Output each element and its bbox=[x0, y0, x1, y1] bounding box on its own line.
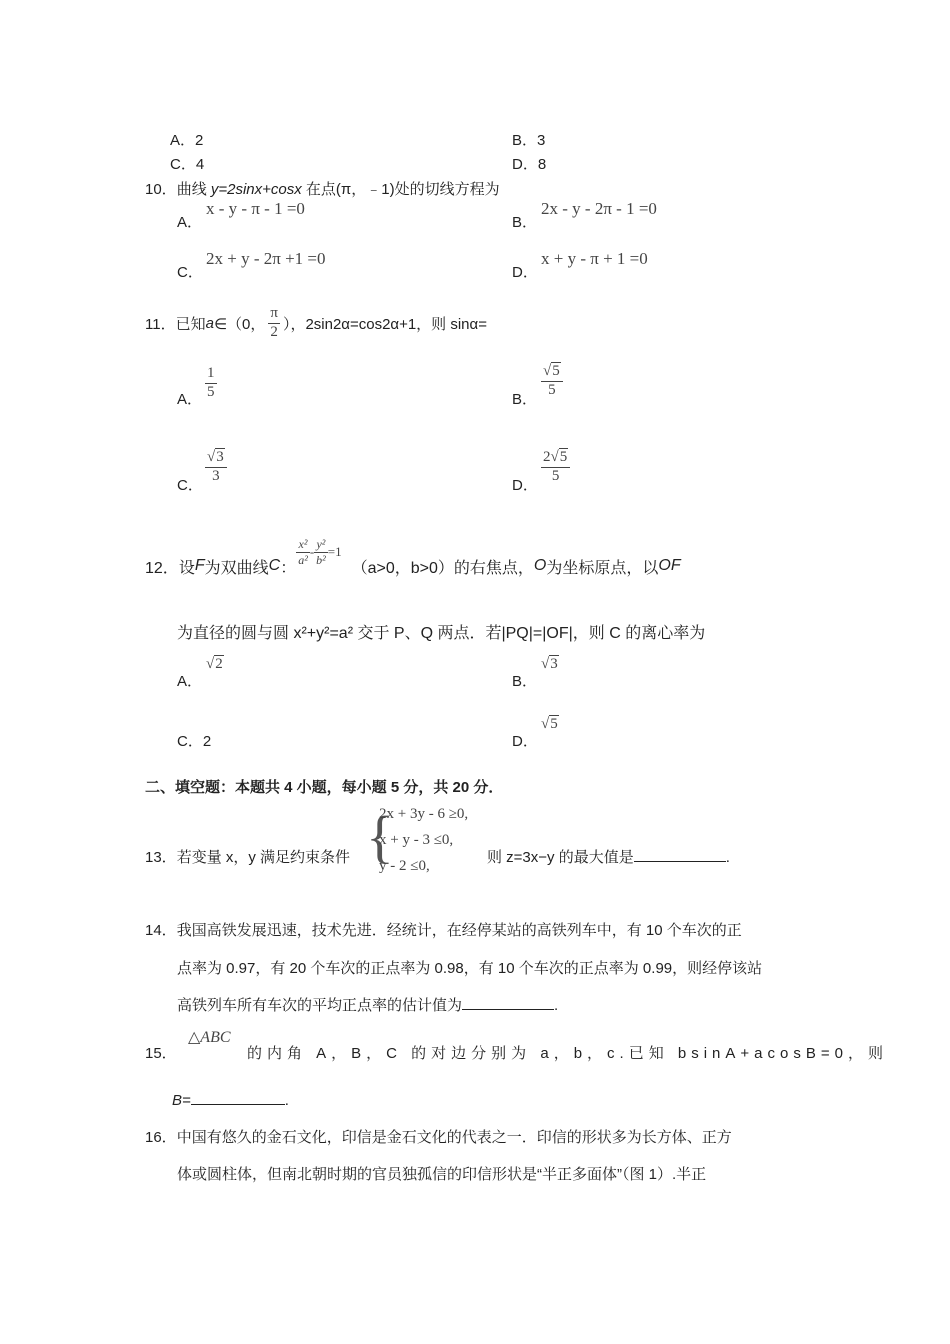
q15-end: . bbox=[284, 1092, 289, 1109]
q11-b-den: 5 bbox=[548, 381, 556, 398]
q11-a-num: 1 bbox=[205, 366, 217, 384]
q9-option-d: D．8 bbox=[512, 156, 547, 173]
q12-t1: 设 bbox=[178, 559, 195, 577]
q10-option-a-label: A． bbox=[177, 214, 203, 231]
q11-c-sqrt: √3 bbox=[207, 449, 224, 465]
q10-option-c-expr: 2x + y - 2π +1 =0 bbox=[206, 249, 326, 268]
q12-y2: y² bbox=[314, 538, 328, 553]
q11-text-post: ），2sin2α=cos2α+1，则 sinα= bbox=[282, 315, 487, 333]
q11-d-frac bbox=[541, 450, 570, 485]
q12-d-rad: 5 bbox=[550, 716, 558, 732]
q12-frac-y bbox=[314, 538, 328, 566]
q12-c: C bbox=[268, 557, 281, 574]
q11-b-rad: 5 bbox=[552, 363, 560, 379]
q12-a-sqrt: √2 bbox=[206, 656, 223, 672]
q12-b2: b² bbox=[316, 552, 326, 567]
q13-constraint-1: 2x + 3y - 6 ≥0, bbox=[379, 806, 469, 822]
q12-t2: 为双曲线 bbox=[204, 559, 269, 577]
q11-option-b-label: B． bbox=[512, 391, 538, 408]
q12-t4: 为坐标原点，以 bbox=[546, 559, 659, 577]
q15-triangle: △ABC bbox=[188, 1029, 231, 1046]
q11-a-den: 5 bbox=[207, 383, 215, 400]
q14-text-3: 高铁列车所有车次的平均正点率的估计值为 bbox=[177, 997, 463, 1014]
q12-option-d-label: D． bbox=[512, 733, 538, 750]
q10-option-d-expr: x + y - π + 1 =0 bbox=[541, 249, 648, 268]
q16-line1 bbox=[145, 1126, 732, 1147]
q11-option-d-expr bbox=[541, 450, 570, 485]
q12-t3: ： bbox=[280, 559, 297, 577]
q11-pi-num: π bbox=[268, 306, 280, 324]
q10-number: 10． bbox=[145, 181, 177, 198]
q16-number: 16． bbox=[145, 1129, 177, 1146]
q12-f: F bbox=[194, 557, 205, 574]
q13-stem-post bbox=[487, 846, 730, 867]
q14-line3 bbox=[177, 994, 558, 1015]
q11-d-sqrt: √5 bbox=[550, 449, 568, 465]
q11-pi-den: 2 bbox=[270, 323, 278, 340]
section-2-title: 二、填空题：本题共 4 小题，每小题 5 分，共 20 分． bbox=[145, 779, 504, 796]
q11-pi-over-2 bbox=[268, 306, 280, 341]
q12-a-rad: 2 bbox=[215, 656, 223, 672]
q12-o: O bbox=[533, 557, 547, 574]
q13-text-post: 则 z=3x−y 的最大值是 bbox=[487, 849, 634, 866]
q12-of: OF bbox=[658, 557, 681, 574]
q12-option-a-label: A． bbox=[177, 673, 203, 690]
q10-option-a-expr: x - y - π - 1 =0 bbox=[206, 199, 305, 218]
q13-answer-blank[interactable] bbox=[634, 847, 726, 862]
q12-option-c: C．2 bbox=[177, 733, 212, 750]
q15-b-eq: B= bbox=[172, 1092, 191, 1109]
q11-text-pre: 已知 bbox=[175, 315, 206, 333]
q11-option-a-expr bbox=[205, 366, 217, 401]
q11-b-frac bbox=[541, 364, 563, 399]
q12-condition: （a>0，b>0）的右焦点， bbox=[351, 559, 534, 577]
q12-b-rad: 3 bbox=[550, 656, 558, 672]
q10-text-post: 在点(π，﹣1)处的切线方程为 bbox=[301, 181, 500, 198]
q16-text-1: 中国有悠久的金石文化，印信是金石文化的代表之一．印信的形状多为长方体、正方 bbox=[176, 1129, 732, 1146]
q10-stem bbox=[145, 178, 500, 199]
q9-option-a: A．2 bbox=[170, 132, 204, 149]
q11-d-num bbox=[541, 450, 570, 468]
q11-d-coef: 2 bbox=[543, 449, 551, 465]
q12-minus: - bbox=[309, 544, 315, 559]
q10-option-c-label: C． bbox=[177, 264, 203, 281]
q12-option-b-label: B． bbox=[512, 673, 538, 690]
q12-stem-line1 bbox=[145, 533, 681, 599]
q14-answer-blank[interactable] bbox=[462, 995, 554, 1010]
q12-x2: x² bbox=[296, 538, 310, 553]
q11-c-den: 3 bbox=[212, 467, 220, 484]
q11-d-rad: 5 bbox=[559, 449, 568, 465]
q12-number: 12． bbox=[145, 559, 179, 577]
q14-text-1: 我国高铁发展迅速，技术先进．经统计，在经停某站的高铁列车中，有 10 个车次的正 bbox=[176, 922, 742, 939]
q12-eq1: =1 bbox=[327, 544, 342, 559]
q11-option-a-label: A． bbox=[177, 391, 203, 408]
q13-number: 13． bbox=[145, 849, 177, 866]
q12-option-d-expr bbox=[541, 716, 559, 733]
q11-d-den: 5 bbox=[551, 467, 560, 484]
q10-function: y=2sinx+cosx bbox=[210, 181, 302, 198]
q13-constraint-3: y - 2 ≤0, bbox=[379, 858, 430, 874]
q13-brace: { bbox=[366, 804, 394, 869]
q10-text-pre: 曲线 bbox=[176, 181, 211, 198]
q11-option-c-label: C． bbox=[177, 477, 203, 494]
q15-number: 15． bbox=[145, 1045, 177, 1062]
q11-number: 11． bbox=[145, 315, 176, 333]
q13-constraint-2: x + y - 3 ≤0, bbox=[379, 832, 454, 848]
q12-frac-x bbox=[296, 538, 310, 566]
q11-c-rad: 3 bbox=[216, 449, 224, 465]
q11-option-b-expr bbox=[541, 364, 563, 399]
q15-line2 bbox=[172, 1090, 289, 1109]
q10-option-b-expr: 2x - y - 2π - 1 =0 bbox=[541, 199, 657, 218]
q12-option-a-expr bbox=[206, 656, 224, 673]
q12-a2: a² bbox=[298, 552, 308, 567]
q14-number: 14． bbox=[145, 922, 177, 939]
q14-line2: 点率为 0.97，有 20 个车次的正点率为 0.98，有 10 个车次的正点率为 0.99，则经停该站 bbox=[177, 960, 763, 977]
q9-option-c: C．4 bbox=[170, 156, 205, 173]
q14-line1 bbox=[145, 919, 742, 940]
q13-end: . bbox=[725, 849, 730, 866]
q14-end: . bbox=[554, 997, 559, 1014]
q11-text-mid: ∈（0， bbox=[213, 315, 266, 333]
q12-hyperbola-eq bbox=[296, 538, 341, 566]
q13-text-pre: 若变量 x，y 满足约束条件 bbox=[176, 849, 351, 866]
q10-option-b-label: B． bbox=[512, 214, 538, 231]
q12-b-sqrt: √3 bbox=[541, 656, 558, 672]
q9-option-b: B．3 bbox=[512, 132, 546, 149]
q11-a-frac bbox=[205, 366, 217, 401]
q11-option-d-label: D． bbox=[512, 477, 538, 494]
q15-text: 的内角 A，B，C 的对边分别为 a，b，c.已知 bsinA+acosB=0，则 bbox=[247, 1045, 888, 1062]
q13-stem-pre bbox=[145, 846, 350, 867]
q12-stem-line2: 为直径的圆与圆 x²+y²=a² 交于 P、Q 两点．若|PQ|=|OF|，则 C 的离心率为 bbox=[177, 625, 706, 642]
q11-c-num bbox=[205, 450, 227, 468]
q11-b-sqrt: √5 bbox=[543, 363, 560, 379]
q10-option-d-label: D． bbox=[512, 264, 538, 281]
q11-c-frac bbox=[205, 450, 227, 485]
q11-var: a bbox=[205, 314, 214, 332]
q15-answer-blank[interactable] bbox=[191, 1090, 285, 1105]
q11-stem bbox=[145, 302, 487, 344]
q16-line2: 体或圆柱体，但南北朝时期的官员独孤信的印信形状是“半正多面体”（图 1）.半正 bbox=[177, 1166, 707, 1183]
q12-d-sqrt: √5 bbox=[541, 716, 558, 732]
q11-option-c-expr bbox=[205, 450, 227, 485]
q11-b-num bbox=[541, 364, 563, 382]
q12-option-b-expr bbox=[541, 656, 559, 673]
